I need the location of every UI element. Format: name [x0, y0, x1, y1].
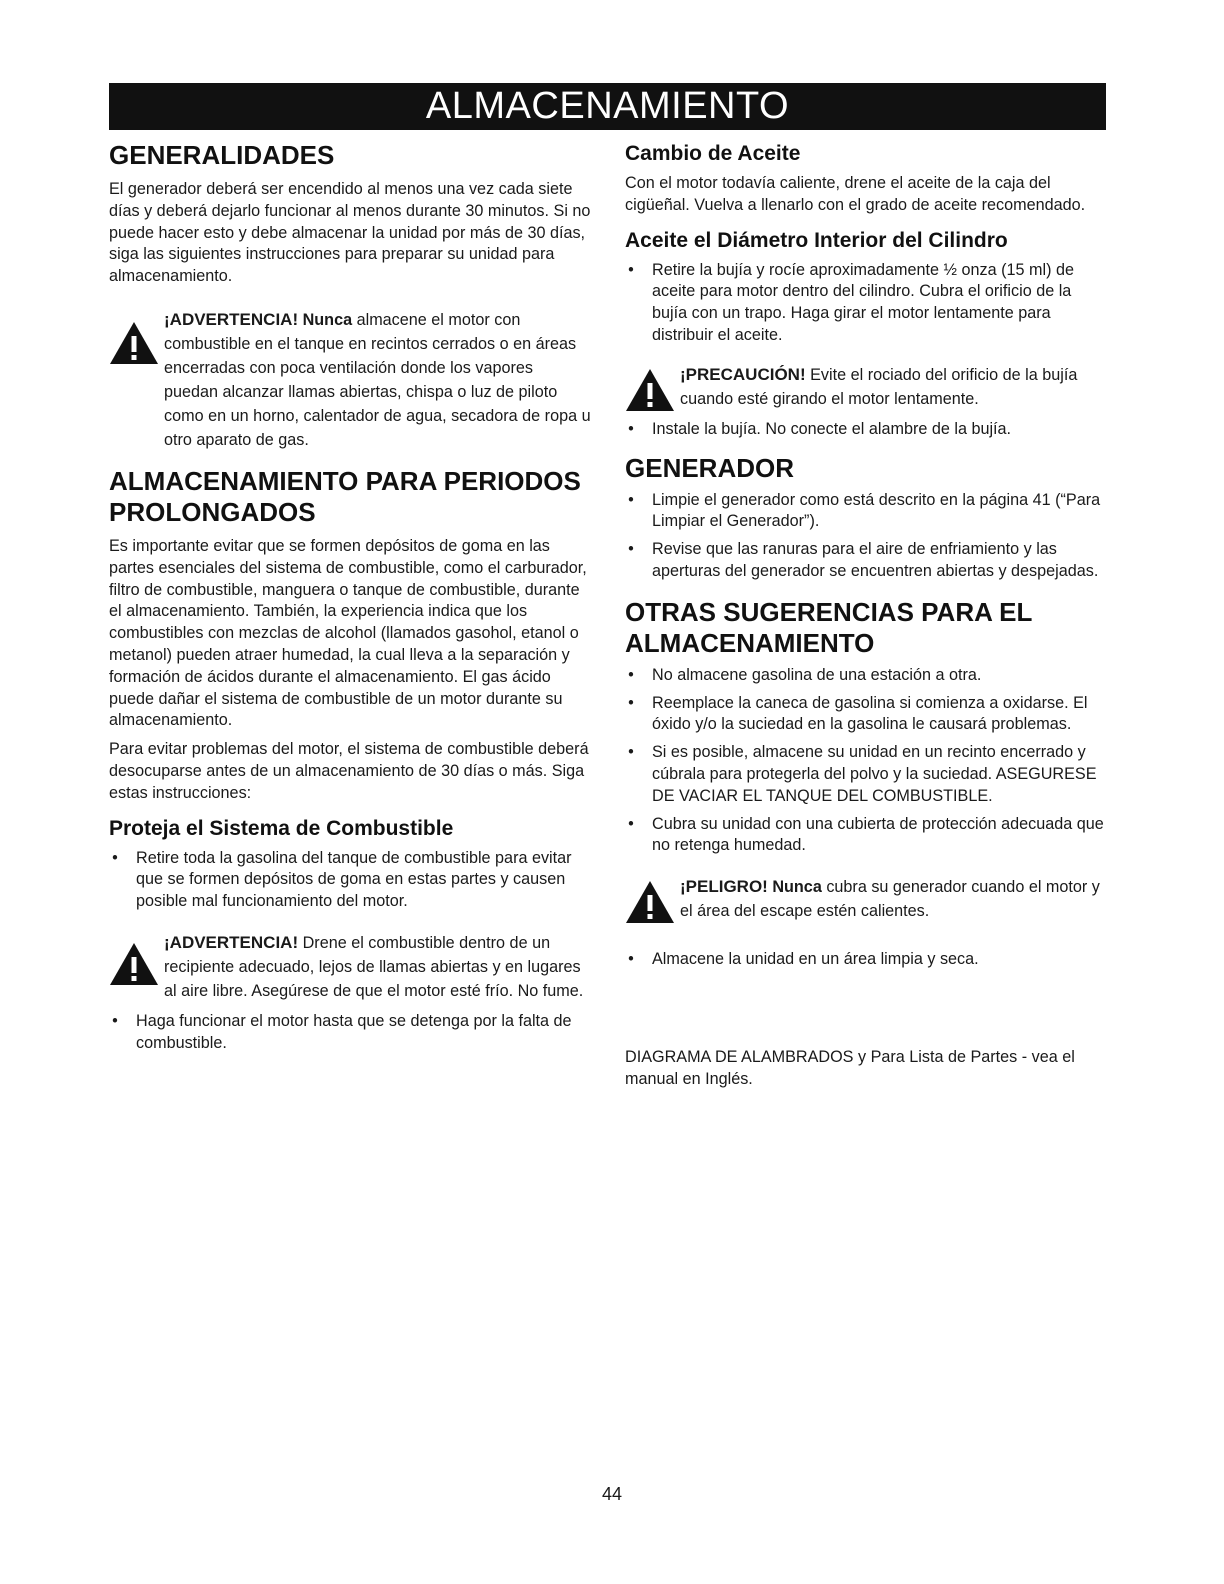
cambio-body: Con el motor todavía caliente, drene el aceite de la caja del cigüeñal. Vuelva a llenarlo con el grado de aceite recomendado.	[625, 174, 1086, 214]
warning-label: ¡ADVERTENCIA!	[164, 309, 299, 329]
warning-triangle-icon	[109, 320, 159, 366]
danger-emphasis: Nunca	[772, 878, 822, 897]
list-item: • Retire la bujía y rocíe aproximadamente ½ onza (15 ml) de aceite para motor dentro del cilindro. Cubra el orificio de la bujía con un trapo. Haga girar el motor lentamente para distribuir el aceite.	[628, 260, 1074, 344]
danger-block	[625, 875, 1107, 923]
warning-drain-block	[109, 931, 591, 1003]
caution-text: Evite el rociado del orificio de la bujía cuando esté girando el motor lentamente.	[680, 365, 1078, 408]
warning-triangle-icon	[109, 941, 159, 987]
list-item: • Instale la bujía. No conecte el alambre de la bujía.	[628, 419, 1012, 438]
danger-label: ¡PELIGRO!	[680, 877, 768, 897]
prolongados-para-2: Para evitar problemas del motor, el sistema de combustible deberá desocuparse antes de un almacenamiento de 30 días o más. Siga estas instrucciones:	[109, 740, 589, 802]
caution-block	[625, 363, 1107, 411]
proteja-list	[109, 848, 591, 913]
heading-generador: GENERADOR	[625, 452, 795, 483]
heading-aceite-cilindro: Aceite el Diámetro Interior del Cilindro	[625, 228, 1008, 252]
caution-label: ¡PRECAUCIÓN!	[680, 364, 806, 384]
danger-text: cubra su generador cuando el motor y el área del escape estén calientes.	[680, 878, 1100, 921]
prolongados-para-1: Es importante evitar que se formen depósitos de goma en las partes esenciales del sistema de combustible, como el carburador, filtro de combustible, manguera o tanque de combustible, durante el almacenamiento. También, la experiencia indica que los combustibles con mezclas de alcohol (llamados gasohol, etanol o metanol) pueden atraer humedad, la cual lleva a la separación y formación de ácidos durante el almacenamiento. El gas ácido puede dañar el sistema de combustible de un motor durante su almacenamiento.	[109, 536, 587, 730]
list-item: • Almacene la unidad en un área limpia y seca.	[628, 950, 979, 969]
heading-proteja-sistema: Proteja el Sistema de Combustible	[109, 816, 454, 840]
left-column	[109, 140, 591, 1055]
warning-text: almacene el motor con combustible en el tanque en recintos cerrados o en áreas encerradas con poca ventilación donde los vapores puedan alcanzar llamas abiertas, chispa o luz de piloto como en un horno, calentador de agua, secadora de ropa u otro aparato de gas.	[164, 310, 591, 449]
warning-storage-block	[109, 308, 591, 452]
right-column	[625, 140, 1107, 1091]
page-title-banner: ALMACENAMIENTO	[109, 83, 1106, 130]
wiring-diagram-note: DIAGRAMA DE ALAMBRADOS y Para Lista de Partes - vea el manual en Inglés.	[625, 1047, 1075, 1088]
danger-triangle-icon	[625, 879, 675, 925]
heading-otras-sugerencias: OTRAS SUGERENCIAS PARA EL ALMACENAMIENTO	[625, 596, 1032, 658]
heading-almacenamiento-prolongado: ALMACENAMIENTO PARA PERIODOS PROLONGADOS	[109, 465, 581, 527]
cilindro-list-continued	[625, 419, 1107, 441]
heading-cambio-aceite: Cambio de Aceite	[625, 142, 801, 165]
list-item: • No almacene gasolina de una estación a otra.	[628, 665, 982, 684]
list-item: • Limpie el generador como está descrito en la página 41 (“Para Limpiar el Generador”).	[628, 490, 1101, 531]
otras-list-continued	[625, 949, 1107, 971]
caution-triangle-icon	[625, 367, 675, 413]
generador-list	[625, 490, 1107, 583]
list-item: • Retire toda la gasolina del tanque de combustible para evitar que se formen depósitos de goma en estas partes y causen posible mal funcionamiento del motor.	[112, 848, 572, 911]
warning-label: ¡ADVERTENCIA!	[164, 932, 299, 952]
warning-emphasis: Nunca	[302, 310, 353, 329]
page-number: 44	[601, 1484, 623, 1504]
otras-list	[625, 665, 1107, 857]
list-item: • Revise que las ranuras para el aire de enfriamiento y las aperturas del generador se encuentren abiertas y despejadas.	[628, 540, 1099, 580]
heading-generalidades: GENERALIDADES	[109, 140, 335, 170]
generalidades-body: El generador deberá ser encendido al menos una vez cada siete días y deberá dejarlo funcionar al menos durante 30 minutos. Si no puede hacer esto y debe almacenar la unidad por más de 30 días, siga las siguientes instrucciones para preparar su unidad para almacenamiento.	[109, 180, 591, 286]
list-item: • Reemplace la caneca de gasolina si comienza a oxidarse. El óxido y/o la suciedad en la gasolina le causará problemas.	[628, 693, 1088, 734]
list-item: • Haga funcionar el motor hasta que se detenga por la falta de combustible.	[112, 1011, 572, 1052]
list-item: • Cubra su unidad con una cubierta de protección adecuada que no retenga humedad.	[628, 814, 1104, 855]
proteja-list-continued	[109, 1011, 591, 1055]
warning-text: Drene el combustible dentro de un recipiente adecuado, lejos de llamas abiertas y en lugares al aire libre. Asegúrese de que el motor esté frío. No fume.	[164, 933, 584, 1000]
cilindro-list	[625, 260, 1107, 347]
list-item: • Si es posible, almacene su unidad en un recinto encerrado y cúbrala para protegerla del polvo y la suciedad. ASEGURESE DE VACIAR EL TANQUE DEL COMBUSTIBLE.	[628, 743, 1097, 805]
